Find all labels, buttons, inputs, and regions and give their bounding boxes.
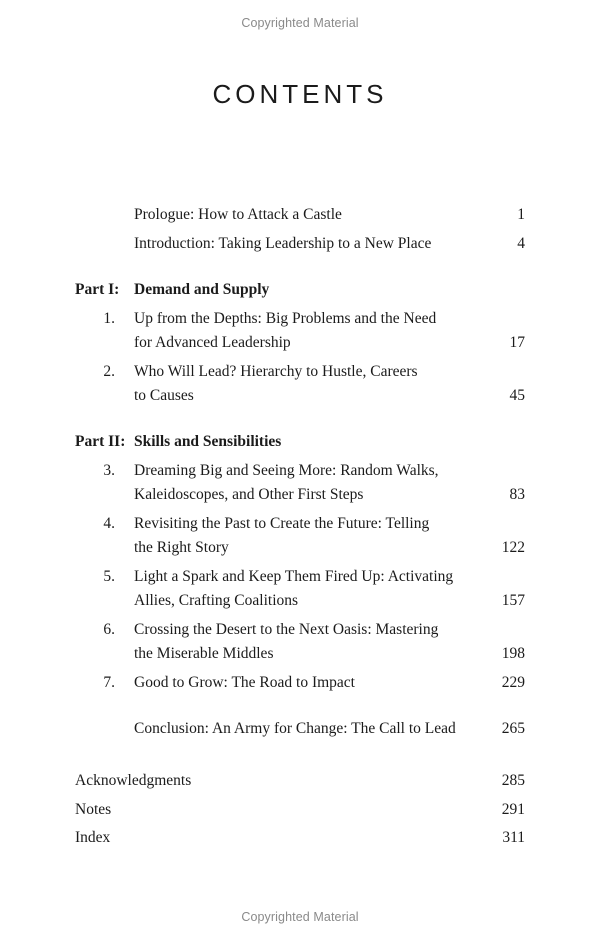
chapter-4-number: 4. bbox=[103, 515, 115, 532]
chapter-1-title-line-2[interactable]: for Advanced Leadership bbox=[134, 334, 291, 351]
toc-entry-introduction-page: 4 bbox=[517, 235, 525, 252]
chapter-1-title-line-1[interactable]: Up from the Depths: Big Problems and the Need bbox=[134, 310, 437, 327]
chapter-6-title-line-2[interactable]: the Miserable Middles bbox=[134, 645, 274, 662]
chapter-1-number: 1. bbox=[103, 310, 115, 327]
chapter-7-title[interactable]: Good to Grow: The Road to Impact bbox=[134, 674, 355, 691]
watermark-bottom: Copyrighted Material bbox=[241, 910, 359, 924]
chapter-1-page: 17 bbox=[509, 334, 525, 351]
toc-entry-prologue-page: 1 bbox=[517, 206, 525, 223]
chapter-5-page: 157 bbox=[501, 592, 525, 609]
chapter-3-title-line-2[interactable]: Kaleidoscopes, and Other First Steps bbox=[134, 486, 364, 503]
chapter-5-title-line-1[interactable]: Light a Spark and Keep Them Fired Up: Activating bbox=[134, 568, 454, 585]
chapter-6-number: 6. bbox=[103, 621, 115, 638]
toc-entry-conclusion-title[interactable]: Conclusion: An Army for Change: The Call to Lead bbox=[134, 720, 456, 737]
chapter-5-number: 5. bbox=[103, 568, 115, 585]
chapter-2-title-line-2[interactable]: to Causes bbox=[134, 387, 194, 404]
chapter-3-title-line-1[interactable]: Dreaming Big and Seeing More: Random Walks, bbox=[134, 462, 439, 479]
chapter-4-title-line-2[interactable]: the Right Story bbox=[134, 539, 229, 556]
part-2-title[interactable]: Skills and Sensibilities bbox=[134, 433, 282, 450]
chapter-7-number: 7. bbox=[103, 674, 115, 691]
chapter-4-title-line-1[interactable]: Revisiting the Past to Create the Future: Telling bbox=[134, 515, 430, 532]
toc-entry-prologue-title[interactable]: Prologue: How to Attack a Castle bbox=[134, 206, 342, 223]
chapter-6-page: 198 bbox=[501, 645, 525, 662]
chapter-2-page: 45 bbox=[509, 387, 525, 404]
toc-entry-acknowledgments-page: 285 bbox=[501, 772, 525, 789]
chapter-5-title-line-2[interactable]: Allies, Crafting Coalitions bbox=[134, 592, 299, 609]
chapter-3-number: 3. bbox=[103, 462, 115, 479]
chapter-4-page: 122 bbox=[501, 539, 525, 556]
part-1-label: Part I: bbox=[75, 281, 120, 298]
chapter-2-title-line-1[interactable]: Who Will Lead? Hierarchy to Hustle, Careers bbox=[134, 363, 418, 380]
watermark-top: Copyrighted Material bbox=[241, 16, 359, 30]
chapter-3-page: 83 bbox=[509, 486, 525, 503]
chapter-7-page: 229 bbox=[501, 674, 525, 691]
toc-entry-acknowledgments-title[interactable]: Acknowledgments bbox=[75, 772, 192, 789]
toc-entry-index-title[interactable]: Index bbox=[75, 829, 111, 846]
chapter-6-title-line-1[interactable]: Crossing the Desert to the Next Oasis: Mastering bbox=[134, 621, 439, 638]
toc-entry-introduction-title[interactable]: Introduction: Taking Leadership to a New Place bbox=[134, 235, 432, 252]
chapter-2-number: 2. bbox=[103, 363, 115, 380]
toc-entry-conclusion-page: 265 bbox=[501, 720, 525, 737]
toc-entry-notes-title[interactable]: Notes bbox=[75, 801, 112, 818]
part-1-title[interactable]: Demand and Supply bbox=[134, 281, 270, 298]
page-title: CONTENTS bbox=[212, 79, 388, 109]
toc-entry-notes-page: 291 bbox=[501, 801, 525, 818]
toc-entry-index-page: 311 bbox=[502, 829, 525, 846]
part-2-label: Part II: bbox=[75, 433, 126, 450]
